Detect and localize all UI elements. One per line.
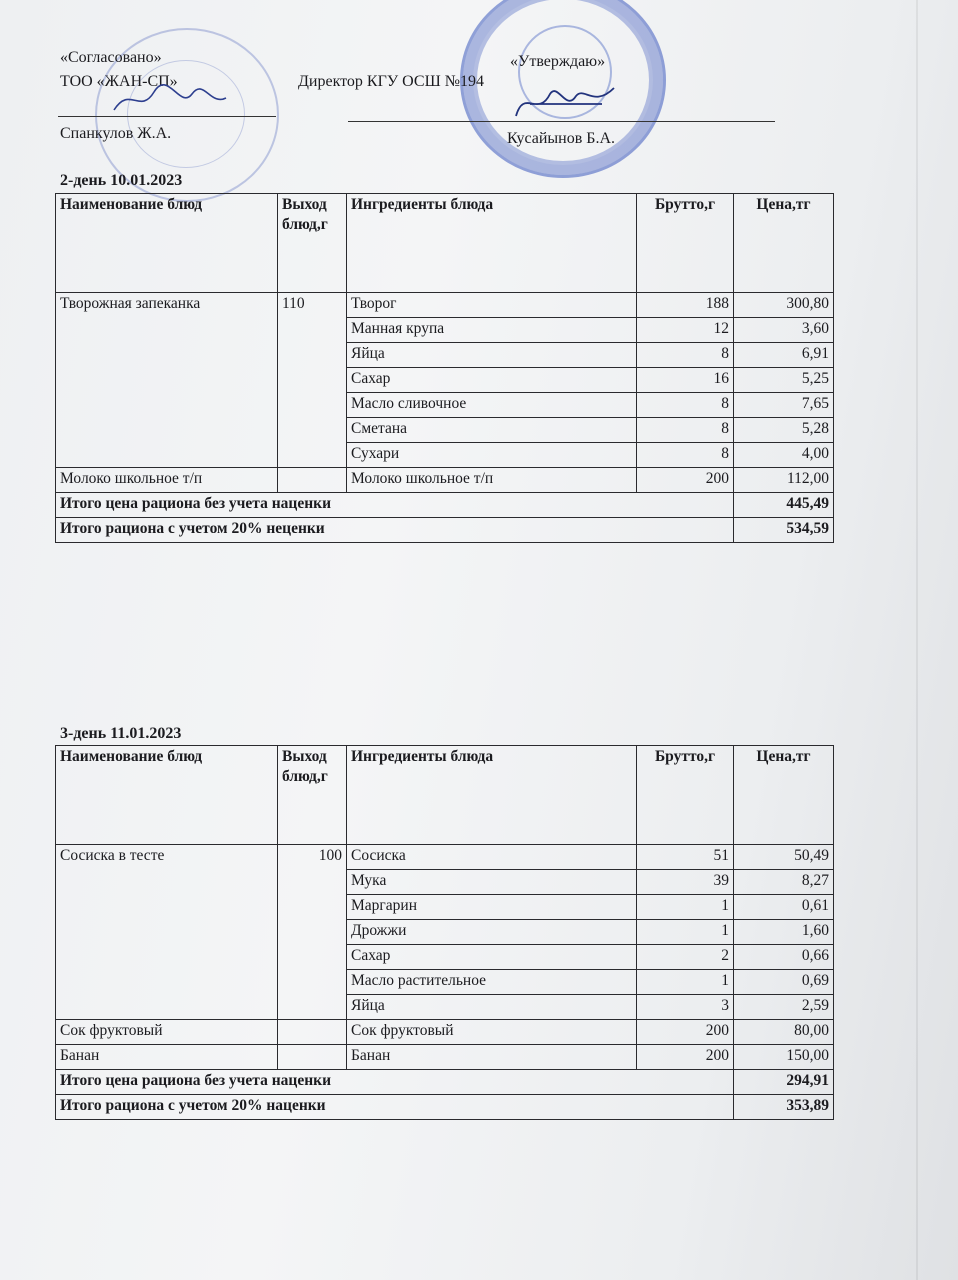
markup-total-row: [56, 518, 834, 543]
ingredient-cell: Масло сливочное: [347, 393, 637, 418]
gross-cell: 8: [637, 418, 734, 443]
total-row: [56, 1070, 834, 1095]
price-cell: 0,66: [734, 945, 834, 970]
dish-name: Творожная запеканка: [56, 293, 278, 468]
gross-cell: 2: [637, 945, 734, 970]
dish-name: Сосиска в тесте: [56, 845, 278, 1020]
col-dish-header: Наименование блюд: [56, 746, 278, 845]
markup-total-label: Итого рациона с учетом 20% наценки: [56, 1095, 734, 1120]
ingredient-cell: Банан: [347, 1045, 637, 1070]
right-signer-name: Кусайынов Б.А.: [507, 130, 616, 147]
price-cell: 5,25: [734, 368, 834, 393]
ingredient-cell: Дрожжи: [347, 920, 637, 945]
col-gross-header: Брутто,г: [637, 194, 734, 293]
col-gross-header: Брутто,г: [637, 746, 734, 845]
col-ingredients-header: Ингредиенты блюда: [347, 746, 637, 845]
dish-name: Банан: [56, 1045, 278, 1070]
price-cell: 4,00: [734, 443, 834, 468]
ingredient-cell: Мука: [347, 870, 637, 895]
gross-cell: 51: [637, 845, 734, 870]
gross-cell: 16: [637, 368, 734, 393]
table-row: [56, 845, 834, 870]
col-ingredients-header: Ингредиенты блюда: [347, 194, 637, 293]
price-cell: 7,65: [734, 393, 834, 418]
gross-cell: 1: [637, 895, 734, 920]
dish-yield: 100: [278, 845, 347, 1020]
table-row: [56, 468, 834, 493]
org-name: ТОО «ЖАН-СП»: [60, 73, 178, 90]
ingredient-cell: Сахар: [347, 368, 637, 393]
gross-cell: 8: [637, 393, 734, 418]
gross-cell: 3: [637, 995, 734, 1020]
gross-cell: 39: [637, 870, 734, 895]
ingredient-cell: Маргарин: [347, 895, 637, 920]
ingredient-cell: Творог: [347, 293, 637, 318]
price-cell: 1,60: [734, 920, 834, 945]
ingredient-cell: Сухари: [347, 443, 637, 468]
gross-cell: 200: [637, 1020, 734, 1045]
day2-menu-table: [55, 193, 834, 543]
day2-title: 2-день 10.01.2023: [60, 172, 183, 189]
markup-total-value: 353,89: [734, 1095, 834, 1120]
price-cell: 80,00: [734, 1020, 834, 1045]
ingredient-cell: Сосиска: [347, 845, 637, 870]
price-cell: 0,69: [734, 970, 834, 995]
ingredient-cell: Сметана: [347, 418, 637, 443]
markup-total-row: [56, 1095, 834, 1120]
approved-label: «Утверждаю»: [510, 53, 606, 70]
total-row: [56, 493, 834, 518]
total-value: 445,49: [734, 493, 834, 518]
price-cell: 50,49: [734, 845, 834, 870]
dish-name: Молоко школьное т/п: [56, 468, 278, 493]
col-dish-header: Наименование блюд: [56, 194, 278, 293]
right-signature: [510, 78, 620, 126]
gross-cell: 1: [637, 920, 734, 945]
gross-cell: 200: [637, 468, 734, 493]
price-cell: 5,28: [734, 418, 834, 443]
ingredient-cell: Манная крупа: [347, 318, 637, 343]
ingredient-cell: Яйца: [347, 995, 637, 1020]
ingredient-cell: Сок фруктовый: [347, 1020, 637, 1045]
agreed-label: «Согласовано»: [60, 49, 162, 66]
gross-cell: 200: [637, 1045, 734, 1070]
price-cell: 0,61: [734, 895, 834, 920]
ingredient-cell: Молоко школьное т/п: [347, 468, 637, 493]
dish-name: Сок фруктовый: [56, 1020, 278, 1045]
table-row: [56, 1045, 834, 1070]
left-signature: [110, 80, 230, 120]
gross-cell: 12: [637, 318, 734, 343]
dish-yield: [278, 1020, 347, 1045]
col-price-header: Цена,тг: [734, 746, 834, 845]
markup-total-value: 534,59: [734, 518, 834, 543]
price-cell: 8,27: [734, 870, 834, 895]
col-yield-header: Выход блюд,г: [278, 746, 347, 845]
dish-yield: [278, 468, 347, 493]
day3-menu-table: [55, 745, 834, 1120]
col-price-header: Цена,тг: [734, 194, 834, 293]
dish-yield: 110: [278, 293, 347, 468]
total-label: Итого цена рациона без учета наценки: [56, 1070, 734, 1095]
price-cell: 6,91: [734, 343, 834, 368]
price-cell: 300,80: [734, 293, 834, 318]
gross-cell: 1: [637, 970, 734, 995]
price-cell: 150,00: [734, 1045, 834, 1070]
gross-cell: 188: [637, 293, 734, 318]
markup-total-label: Итого рациона с учетом 20% неценки: [56, 518, 734, 543]
total-label: Итого цена рациона без учета наценки: [56, 493, 734, 518]
gross-cell: 8: [637, 443, 734, 468]
total-value: 294,91: [734, 1070, 834, 1095]
day3-title: 3-день 11.01.2023: [60, 725, 182, 742]
table-header-row: [56, 746, 834, 845]
gross-cell: 8: [637, 343, 734, 368]
director-title: Директор КГУ ОСШ №194: [298, 73, 484, 90]
table-row: [56, 293, 834, 318]
ingredient-cell: Сахар: [347, 945, 637, 970]
page-fold-shadow: [916, 0, 918, 1280]
dish-yield: [278, 1045, 347, 1070]
price-cell: 2,59: [734, 995, 834, 1020]
price-cell: 3,60: [734, 318, 834, 343]
ingredient-cell: Масло растительное: [347, 970, 637, 995]
col-yield-header: Выход блюд,г: [278, 194, 347, 293]
price-cell: 112,00: [734, 468, 834, 493]
table-row: [56, 1020, 834, 1045]
ingredient-cell: Яйца: [347, 343, 637, 368]
left-signer-name: Спанкулов Ж.А.: [60, 125, 172, 142]
table-header-row: [56, 194, 834, 293]
